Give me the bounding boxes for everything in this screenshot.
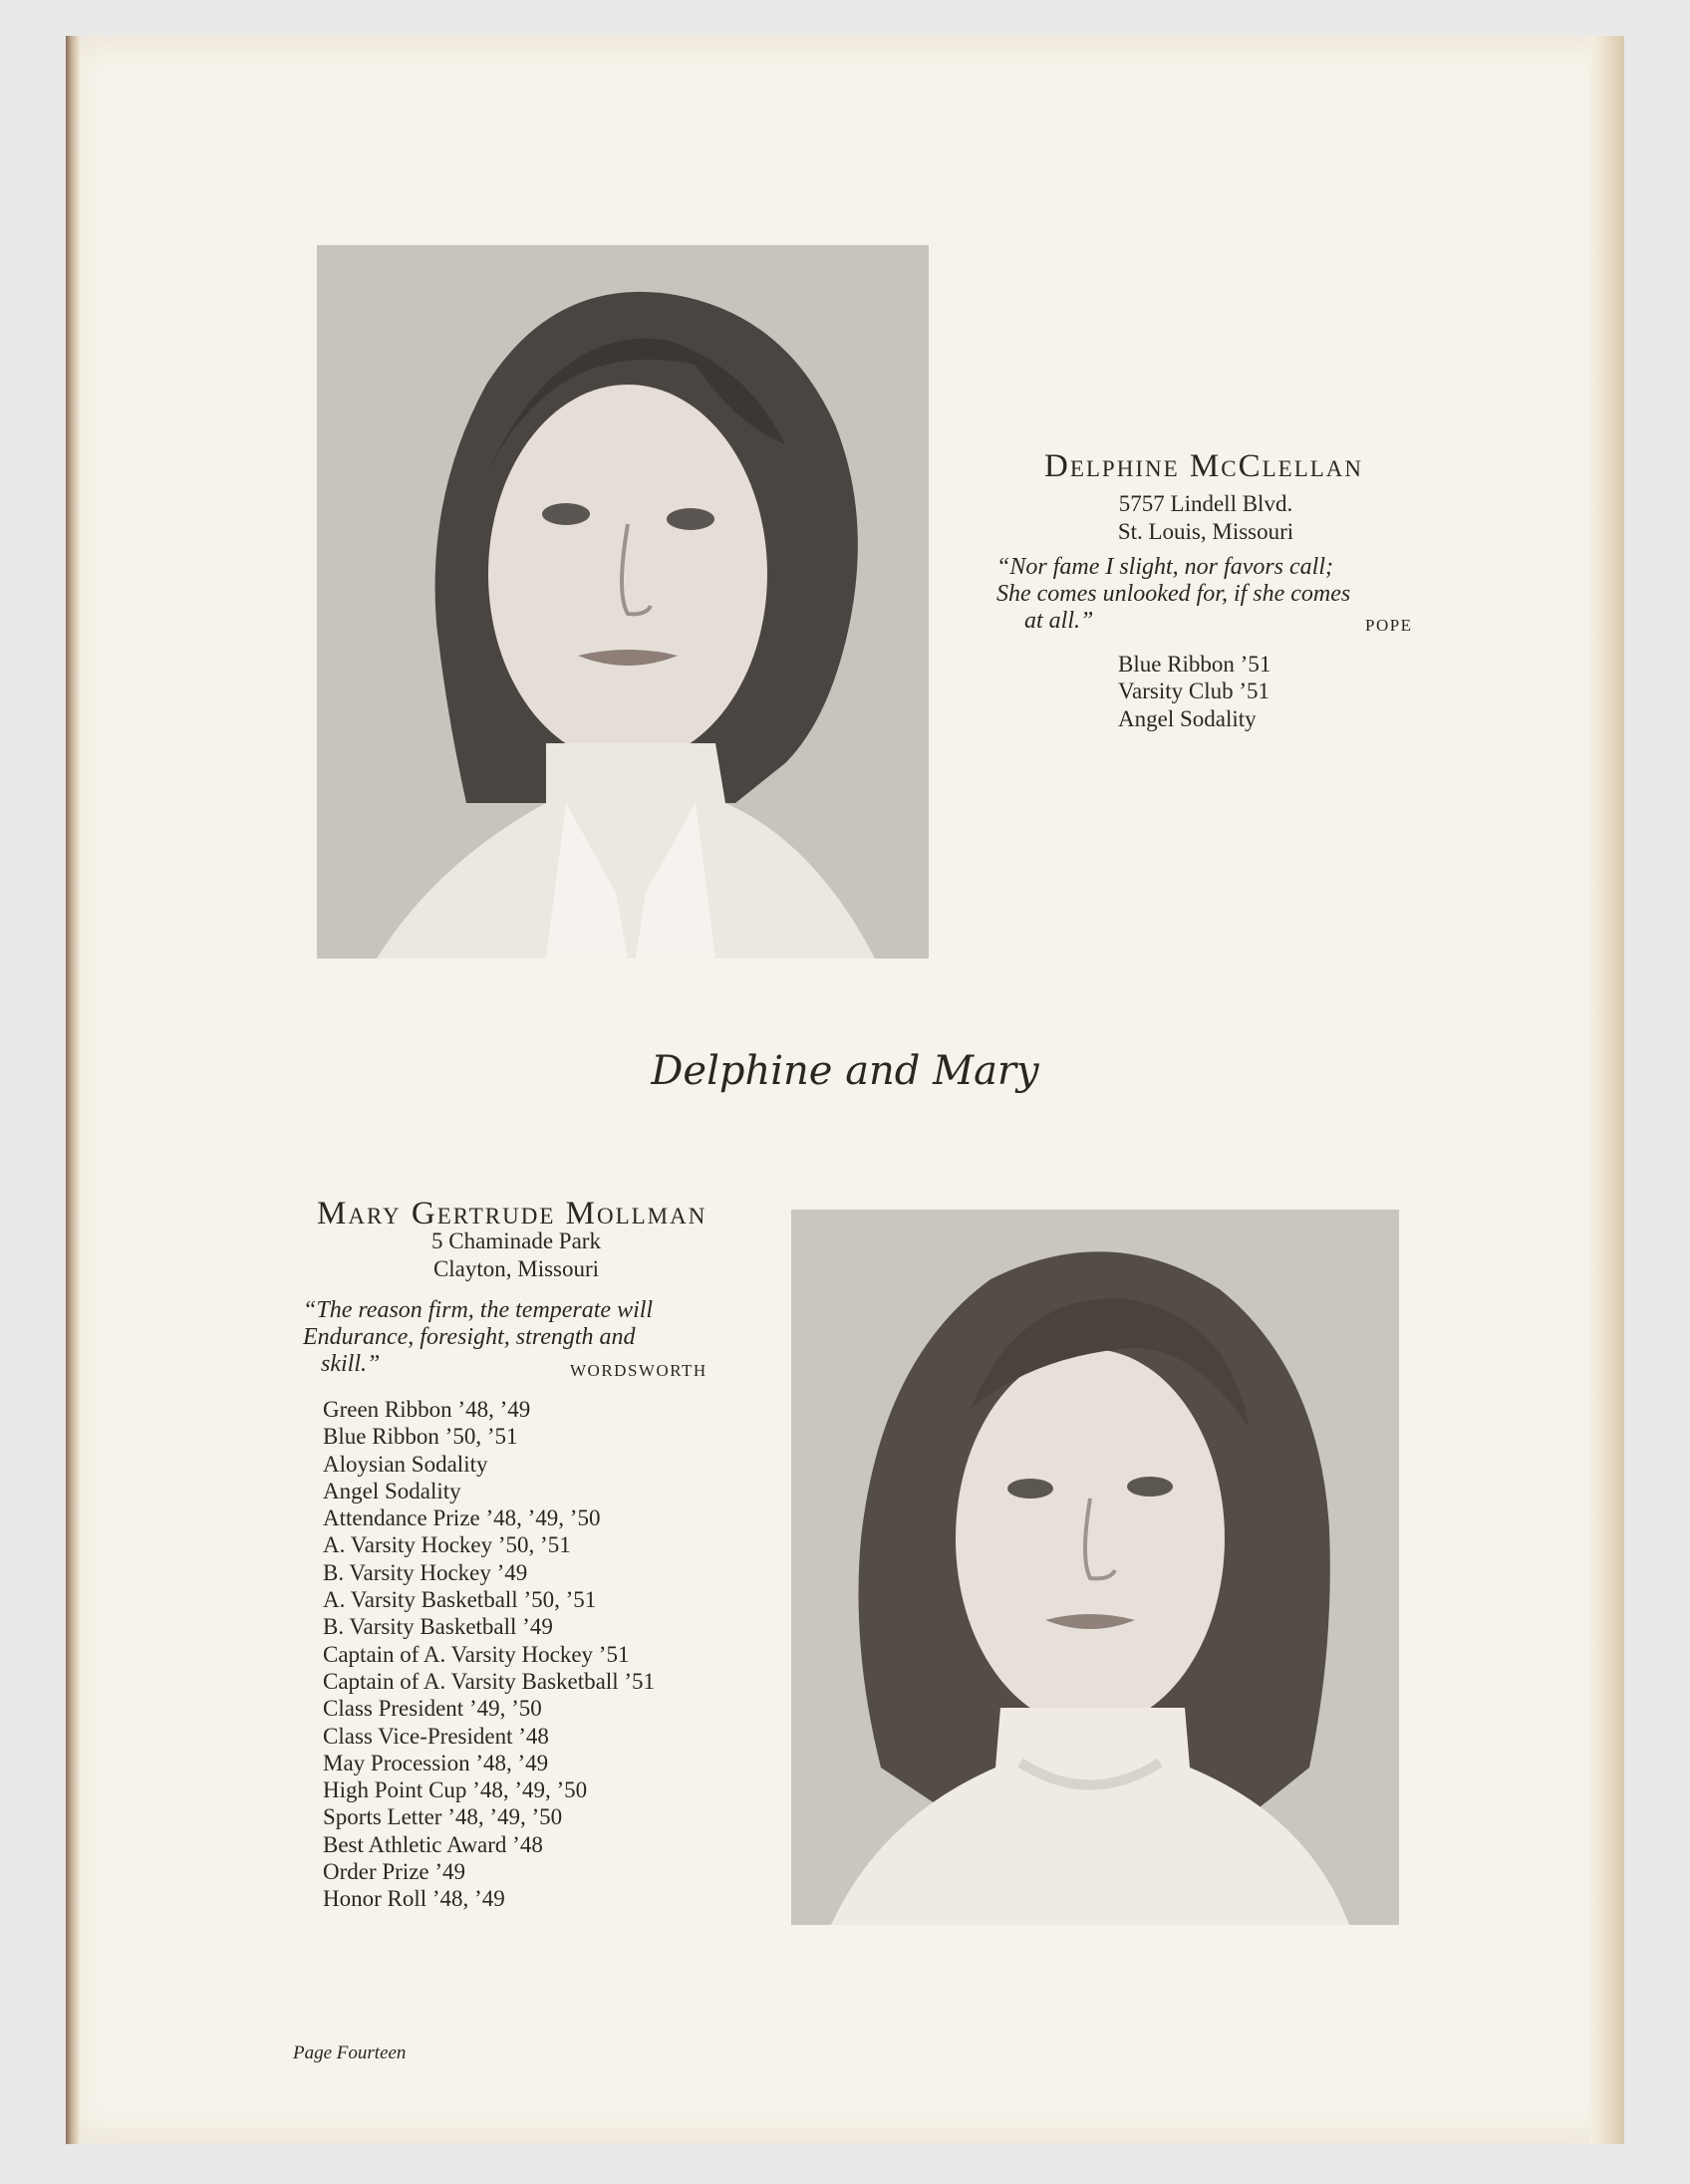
honor-item: Class Vice-President ’48 (323, 1723, 549, 1749)
student-name: Delphine McClellan (1044, 448, 1364, 484)
quote-line: Endurance, foresight, strength and (303, 1324, 636, 1350)
honor-item: Order Prize ’49 (323, 1859, 466, 1885)
honor-item: Sports Letter ’48, ’49, ’50 (323, 1804, 563, 1830)
honors-list (323, 1396, 655, 1913)
page-caption: Delphine and Mary (651, 1048, 1039, 1094)
quote-line: “The reason firm, the temperate will (303, 1297, 654, 1323)
honor-item: B. Varsity Basketball ’49 (323, 1614, 553, 1640)
honor-item: May Procession ’48, ’49 (323, 1750, 549, 1775)
honor-item: Best Athletic Award ’48 (323, 1831, 543, 1857)
honor-item: High Point Cup ’48, ’49, ’50 (323, 1777, 588, 1803)
quote-line: “Nor fame I slight, nor favors call; (996, 554, 1334, 580)
honor-item: Captain of A. Varsity Hockey ’51 (323, 1641, 630, 1667)
student-name: Mary Gertrude Mollman (317, 1196, 707, 1231)
honor-item: Honor Roll ’48, ’49 (323, 1886, 505, 1912)
page-number: Page Fourteen (293, 2043, 407, 2063)
honor-item: A. Varsity Hockey ’50, ’51 (323, 1532, 571, 1558)
honor-item: Angel Sodality (1118, 705, 1257, 731)
honor-item: Green Ribbon ’48, ’49 (323, 1397, 531, 1422)
portrait-delphine-mcclellan (317, 245, 929, 958)
student-address-line: St. Louis, Missouri (1117, 519, 1294, 544)
quote-author: WORDSWORTH (570, 1361, 707, 1380)
honor-item: A. Varsity Basketball ’50, ’51 (323, 1587, 597, 1613)
honor-item: Varsity Club ’51 (1118, 679, 1270, 704)
honor-item: Class President ’49, ’50 (323, 1696, 542, 1722)
honor-item: Blue Ribbon ’51 (1118, 652, 1271, 677)
honor-item: Captain of A. Varsity Basketball ’51 (323, 1668, 656, 1694)
quote-line: at all.” (1024, 608, 1094, 634)
honor-item: Blue Ribbon ’50, ’51 (323, 1424, 518, 1450)
honor-item: Attendance Prize ’48, ’49, ’50 (323, 1505, 601, 1531)
quote-author: POPE (1365, 616, 1413, 635)
student-address-line: Clayton, Missouri (432, 1256, 600, 1281)
portrait-mary-gertrude-mollman (791, 1210, 1399, 1925)
quote-line: skill.” (321, 1351, 381, 1377)
student-address-line: 5757 Lindell Blvd. (1118, 491, 1293, 516)
honor-item: Angel Sodality (323, 1478, 461, 1503)
quote-line: She comes unlooked for, if she comes (996, 581, 1351, 607)
honors-list (1118, 651, 1270, 732)
student-address-line: 5 Chaminade Park (431, 1228, 601, 1253)
honor-item: Aloysian Sodality (323, 1451, 488, 1477)
honor-item: B. Varsity Hockey ’49 (323, 1559, 528, 1585)
